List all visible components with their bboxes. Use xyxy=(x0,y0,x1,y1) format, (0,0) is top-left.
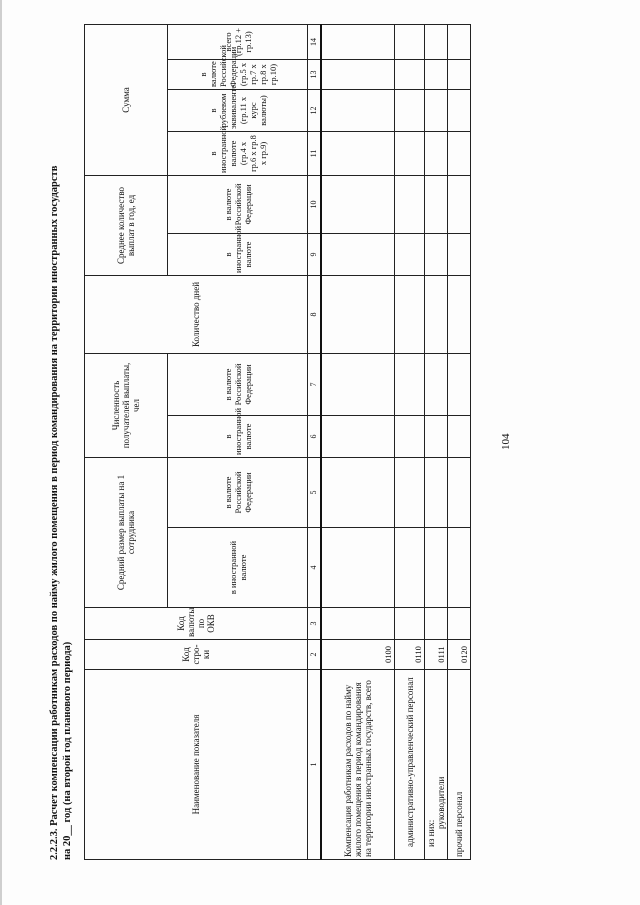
table-cell[interactable] xyxy=(395,175,425,233)
table-cell[interactable] xyxy=(321,457,395,527)
table-cell[interactable] xyxy=(321,233,395,275)
section-heading: 2.2.2.3. Расчет компенсации работникам расходов по найму жилого помещения в период командирования на территории иностранных государств xyxy=(49,165,60,860)
header-recip-foreign: в иностранной валюте xyxy=(168,415,308,457)
row-label xyxy=(425,670,448,860)
header-recipients: Численность получателей выплаты, чел xyxy=(85,353,168,457)
section-subheading: на 20__ год (на второй год планового периода) xyxy=(62,641,73,860)
table-cell[interactable] xyxy=(395,131,425,175)
column-number: 9 xyxy=(308,233,322,275)
column-number: 5 xyxy=(308,457,322,527)
table-cell[interactable] xyxy=(425,457,448,527)
table-cell[interactable] xyxy=(448,24,471,59)
table-cell[interactable] xyxy=(321,89,395,131)
header-days: Количество дней xyxy=(85,275,308,353)
table-cell[interactable] xyxy=(395,608,425,640)
table-cell[interactable] xyxy=(425,175,448,233)
table-cell[interactable] xyxy=(395,24,425,59)
table-cell[interactable] xyxy=(425,59,448,89)
row-label-text: руководители xyxy=(436,776,446,829)
header-avg-count: Среднее количество выплат в год, ед xyxy=(85,175,168,275)
row-code: 0110 xyxy=(395,640,425,670)
column-number: 14 xyxy=(308,24,322,59)
table-cell[interactable] xyxy=(448,233,471,275)
row-label-text: из них: xyxy=(426,819,436,847)
table-cell[interactable] xyxy=(448,457,471,527)
column-number: 13 xyxy=(308,59,322,89)
table-cell[interactable] xyxy=(425,415,448,457)
header-sum: Сумма xyxy=(85,24,168,175)
row-label: административно-управленческий персонал xyxy=(395,670,425,860)
table-row xyxy=(321,24,395,859)
header-sum-total: всего (гр.12 + гр.13) xyxy=(168,24,308,59)
rotated-page xyxy=(40,15,600,880)
table-cell[interactable] xyxy=(321,353,395,415)
column-number: 10 xyxy=(308,175,322,233)
table-cell[interactable] xyxy=(448,353,471,415)
header-currency-code: Код валюты по ОКВ xyxy=(85,608,308,640)
table-cell[interactable] xyxy=(321,59,395,89)
header-name: Наименование показателя xyxy=(85,670,308,860)
scan-edge xyxy=(0,0,2,905)
header-sum-rf: в валюте Российской Федерации (гр.5 x гр.7 x гр.8 x гр.10) xyxy=(168,59,308,89)
table-row xyxy=(395,24,425,859)
table-cell[interactable] xyxy=(321,415,395,457)
table-cell[interactable] xyxy=(321,175,395,233)
column-number: 8 xyxy=(308,275,322,353)
column-number: 7 xyxy=(308,353,322,415)
header-recip-rf: в валюте Российской Федерации xyxy=(168,353,308,415)
table-cell[interactable] xyxy=(395,528,425,608)
table-cell[interactable] xyxy=(448,415,471,457)
header-sum-foreign: в иностранной валюте (гр.4 x гр.6 x гр.8 x гр.9) xyxy=(168,131,308,175)
table-cell[interactable] xyxy=(321,528,395,608)
column-number: 4 xyxy=(308,528,322,608)
row-label: Компенсация работникам расходов по найму жилого помещения в период командирования на территории иностранных государств, всего xyxy=(321,670,395,860)
table-cell[interactable] xyxy=(425,608,448,640)
page-number: 104 xyxy=(500,433,512,450)
table-cell[interactable] xyxy=(395,415,425,457)
column-number: 11 xyxy=(308,131,322,175)
table-cell[interactable] xyxy=(448,89,471,131)
table-cell[interactable] xyxy=(448,175,471,233)
table-cell[interactable] xyxy=(425,275,448,353)
header-avg-payment: Средний размер выплаты на 1 сотрудника xyxy=(85,457,168,607)
table-cell[interactable] xyxy=(448,608,471,640)
table-cell[interactable] xyxy=(321,131,395,175)
table-cell[interactable] xyxy=(448,59,471,89)
table-cell[interactable] xyxy=(395,89,425,131)
table-cell[interactable] xyxy=(425,89,448,131)
table-cell[interactable] xyxy=(425,528,448,608)
table-cell[interactable] xyxy=(321,275,395,353)
header-count-foreign: в иностранной валюте xyxy=(168,233,308,275)
table-cell[interactable] xyxy=(425,353,448,415)
header-line-code: Код стро-ки xyxy=(85,640,308,670)
column-number: 2 xyxy=(308,640,322,670)
column-number: 6 xyxy=(308,415,322,457)
row-code: 0100 xyxy=(321,640,395,670)
row-label: прочий персонал xyxy=(448,670,471,860)
column-number: 12 xyxy=(308,89,322,131)
table-cell[interactable] xyxy=(395,353,425,415)
header-sum-rub-equiv: в рублевом эквиваленте (гр.11 x курс валюты) xyxy=(168,89,308,131)
table-cell[interactable] xyxy=(395,275,425,353)
table-cell[interactable] xyxy=(425,131,448,175)
table-cell[interactable] xyxy=(321,24,395,59)
table-cell[interactable] xyxy=(395,59,425,89)
table-cell[interactable] xyxy=(425,233,448,275)
table-cell[interactable] xyxy=(395,457,425,527)
table-row xyxy=(425,24,448,859)
table-cell[interactable] xyxy=(425,24,448,59)
table-cell[interactable] xyxy=(448,528,471,608)
compensation-table xyxy=(84,24,471,860)
column-number: 1 xyxy=(308,670,322,860)
column-number: 3 xyxy=(308,608,322,640)
row-code: 0120 xyxy=(448,640,471,670)
table-row xyxy=(448,24,471,859)
header-avg-rf: в валюте Российской Федерации xyxy=(168,457,308,527)
header-avg-foreign: в иностранной валюте xyxy=(168,528,308,608)
table-cell[interactable] xyxy=(395,233,425,275)
row-code: 0111 xyxy=(425,640,448,670)
header-count-rf: в валюте Российской Федерации xyxy=(168,175,308,233)
table-cell[interactable] xyxy=(448,275,471,353)
table-cell[interactable] xyxy=(321,608,395,640)
table-cell[interactable] xyxy=(448,131,471,175)
